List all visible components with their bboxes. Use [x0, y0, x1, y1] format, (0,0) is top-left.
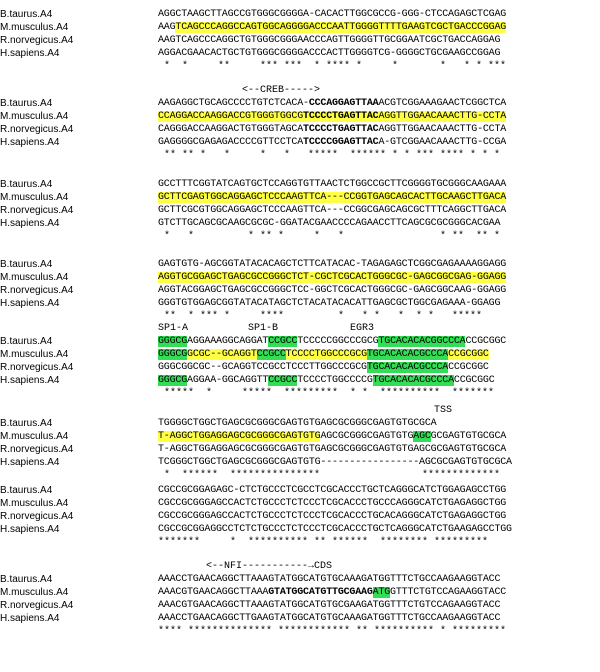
sequence-row [0, 599, 600, 612]
highlight-yellow: AGGTTGGAACAAACTTG-CCTA [378, 111, 507, 122]
highlight-green: TGCACACACGCCCA [366, 362, 449, 373]
species-label: H.sapiens.A4 [0, 137, 60, 148]
sequence-row [0, 21, 600, 34]
alignment-block [0, 84, 600, 162]
species-label: B.taurus.A4 [0, 418, 53, 429]
sequence-row [0, 123, 600, 136]
sequence-text [158, 217, 500, 230]
sequence-row [0, 297, 600, 310]
highlight-yellow: CCGCGGC [448, 349, 489, 360]
sequence-row [0, 484, 600, 497]
sequence-text [158, 612, 500, 625]
species-label: B.taurus.A4 [0, 98, 53, 109]
sequence-segment: AGCGCGGGCGAGTGTG [320, 431, 414, 442]
species-label: M.musculus.A4 [0, 587, 69, 598]
sequence-row [0, 191, 600, 204]
sequence-row [0, 136, 600, 149]
conservation-stars: ******* * ********** ** ****** ******** ********* [158, 537, 489, 548]
highlight-yellow: T-AGGCTGGAGGAGCGCGGGCGAGTGTG [158, 431, 321, 442]
feature-annotation: SP1-A SP1-B EGR3 [158, 323, 375, 334]
sequence-row [0, 361, 600, 374]
species-label: H.sapiens.A4 [0, 375, 60, 386]
sequence-row [0, 258, 600, 271]
sequence-segment: CGCCGCGGAGAGC-CTCTGCCCTCGCCTCGCACCCTGCTCAGGGCATCTGGAGAGCCTGG [158, 485, 507, 496]
sequence-segment: AAG [158, 22, 176, 33]
sequence-row [0, 47, 600, 60]
highlight-green: TGCACACACGGCCCA [378, 336, 466, 347]
alignment-block [0, 322, 600, 400]
species-label: B.taurus.A4 [0, 574, 53, 585]
species-label: H.sapiens.A4 [0, 48, 60, 59]
highlight-green: ATG [372, 587, 391, 598]
sequence-segment: AGGTTGGAACAAACTTG-CCTA [378, 124, 507, 135]
sequence-row [0, 8, 600, 21]
sequence-segment: CGCCGCGGAGGCCTCTCTGCCCTCTCCCTCGCACCCTGCTCAGGGCATCTGAAGAGCCTGG [158, 524, 512, 535]
sequence-text [158, 178, 506, 191]
sequence-text [158, 47, 500, 60]
sequence-row [0, 417, 600, 430]
highlight-green: GGGCG [158, 349, 188, 360]
highlight-yellow: AGGTGCGGAGCTGAGCGCCGGGCTCT-CGCTCGCACTGGGCGC-GAGCGGCGAG-GGAGG [158, 272, 507, 283]
sequence-row [0, 443, 600, 456]
sequence-text [158, 297, 500, 310]
sequence-text [158, 523, 512, 536]
sequence-segment: AGGAA-GGCAGGTT [187, 375, 269, 386]
sequence-segment: AAGAGGCTGCAGCCCCTGTCTCACA- [158, 98, 309, 109]
sequence-text [158, 361, 489, 374]
species-label: M.musculus.A4 [0, 22, 69, 33]
sequence-row [0, 204, 600, 217]
sequence-segment: AGGACGAACACTGCTGTGGGCGGGGACCCACTTGGGGTCG-GGGGCTGCGAAGCCGGAG [158, 48, 501, 59]
species-label: H.sapiens.A4 [0, 613, 60, 624]
sequence-segment: GAGTGTG-AGCGGTATACACAGCTCTTCATACAC-TAGAGAGCTCGGCGAGAAAAGGAGG [158, 259, 507, 270]
motif-bold: CCCAGGAGTTAA [308, 98, 379, 109]
sequence-row [0, 586, 600, 599]
sequence-segment: AAACCTGAACAGGCTTAAAGTATGGCATGTGCAAAGATGGTTTCTGCCAAGAAGGTACC [158, 574, 501, 585]
sequence-text [158, 443, 506, 456]
species-label: R.norvegicus.A4 [0, 205, 74, 216]
sequence-text [158, 417, 436, 430]
sequence-segment: AAACCTGAACAGGCTTGAAGTATGGCATGTGCAAAGATGGTTTCTGCCAAGAAGGTACC [158, 613, 501, 624]
species-label: B.taurus.A4 [0, 179, 53, 190]
sequence-segment: GTTTCTGTCCAGAAGGTACC [390, 587, 507, 598]
sequence-segment: TCGGGCTGGCTGAGCGCGGGCGAGTGTG-----------------AGCGCGAGTGTGCGCA [158, 457, 512, 468]
sequence-row [0, 178, 600, 191]
species-label: R.norvegicus.A4 [0, 444, 74, 455]
sequence-text [158, 123, 506, 136]
highlight-yellow: CCAGGACCAAGGACCGTGGGTGGCG [158, 111, 304, 122]
sequence-segment: GGGTGTGGAGCGGTATACATAGCTCTACATACACATTGAGCGCTGGCGAGAAA-GGAGG [158, 298, 501, 309]
sequence-row [0, 497, 600, 510]
sequence-row [0, 456, 600, 469]
sequence-segment: GCGAGTGTGCGCA [430, 431, 507, 442]
sequence-text [158, 110, 506, 123]
sequence-segment: GGGCGGCGC--GCAGGTCCGCCTCCCTTGGCCCGCG [158, 362, 367, 373]
sequence-segment: GCTTCGCGTGGCAGGAGCTCCCAAGTTCA---CCGGCGAGCAGCGCTTTCAGGCTTGACA [158, 205, 507, 216]
conservation-stars: ** ** * * * * ***** ****** * * *** **** * * * [158, 150, 501, 161]
sequence-text [158, 374, 495, 387]
species-label: M.musculus.A4 [0, 111, 69, 122]
conservation-stars: ** * *** * **** * * * * * * ***** [158, 311, 483, 322]
sequence-text [158, 484, 506, 497]
alignment-block [0, 404, 600, 482]
highlight-yellow: GCTTCGAGTGGCAGGAGCTCCCAAGTTCA---CCGGTGAGCAGCACTTGCAAGCTTGACA [158, 192, 507, 203]
species-label: R.norvegicus.A4 [0, 600, 74, 611]
sequence-text [158, 599, 500, 612]
sequence-row [0, 271, 600, 284]
species-label: B.taurus.A4 [0, 9, 53, 20]
sequence-row [0, 523, 600, 536]
sequence-text [158, 21, 506, 34]
sequence-segment: AGGCTAAGCTTAGCCGTGGGCGGGGA-CACACTTGGCGCCG-GGG-CTCCAGAGCTCGAG [158, 9, 507, 20]
sequence-segment: AGGAAAGGCAGGAT [187, 336, 269, 347]
sequence-row [0, 612, 600, 625]
species-label: M.musculus.A4 [0, 431, 69, 442]
highlight-green: CCGCC [268, 375, 298, 386]
species-label: M.musculus.A4 [0, 192, 69, 203]
alignment-block [0, 484, 600, 549]
highlight-yellow: GCGC--GCAGGT [187, 349, 257, 360]
sequence-text [158, 34, 500, 47]
sequence-segment: ACGTCGGAAAGAACTCGGCTCA [378, 98, 507, 109]
highlight-green: GGGCG [158, 375, 188, 386]
conservation-stars: * ****** *************** ************* [158, 470, 501, 481]
sequence-text [158, 284, 506, 297]
highlight-green: TGCACACACGCCCA [372, 375, 454, 386]
sequence-segment: CCGCGGC [448, 362, 489, 373]
highlight-green: AGC [413, 431, 431, 442]
sequence-text [158, 430, 506, 443]
sequence-segment: TCCCCCGGCCCGCG [297, 336, 379, 347]
sequence-text [158, 8, 506, 21]
sequence-text [158, 586, 506, 599]
alignment-block [0, 178, 600, 243]
sequence-segment: CCGCGGC [453, 375, 495, 386]
sequence-text [158, 136, 506, 149]
sequence-segment: CAGGGACCAAGGACTGTGGGTAGCA [158, 124, 304, 135]
alignment-block [0, 258, 600, 323]
sequence-text [158, 456, 512, 469]
sequence-text [158, 510, 506, 523]
sequence-segment: TGGGGCTGGCTGAGCGCGGGCGAGTGTGAGCGCGGGCGAGTGTGCGCA [158, 418, 437, 429]
sequence-segment: GAGGGGCGAGAGACCCCGTTCCTCA [158, 137, 304, 148]
conservation-stars: * * ** *** *** * **** * * * * * *** [158, 61, 507, 72]
sequence-segment: GCCTTTCGGTATCAGTGCTCCAGGTGTTAACTCTGGCCGCTTCGGGGTGCGGGCAAGAAA [158, 179, 507, 190]
highlight-green: CCGCC [256, 349, 286, 360]
sequence-text [158, 573, 500, 586]
highlight-green: GGGCG [158, 336, 188, 347]
species-label: R.norvegicus.A4 [0, 511, 74, 522]
feature-annotation: <--CREB-----> [158, 85, 321, 96]
species-label: M.musculus.A4 [0, 349, 69, 360]
species-label: R.norvegicus.A4 [0, 35, 74, 46]
species-label: M.musculus.A4 [0, 272, 69, 283]
motif-bold: GTATGGCATGTTGCGAAG [268, 587, 373, 598]
sequence-row [0, 573, 600, 586]
sequence-text [158, 191, 506, 204]
sequence-row [0, 284, 600, 297]
species-label: H.sapiens.A4 [0, 457, 60, 468]
sequence-text [158, 335, 506, 348]
sequence-segment: CCGCGGC [465, 336, 507, 347]
sequence-text [158, 497, 506, 510]
species-label: H.sapiens.A4 [0, 524, 60, 535]
alignment-block [0, 8, 600, 73]
highlight-green: TGCACACACGCCCA [366, 349, 449, 360]
sequence-row [0, 374, 600, 387]
species-label: B.taurus.A4 [0, 485, 53, 496]
highlight-yellow: TCCCCTGAGTTAC [303, 111, 379, 122]
sequence-text [158, 258, 506, 271]
sequence-segment: AAACGTGAACAGGCTTAAA [158, 587, 269, 598]
sequence-row [0, 335, 600, 348]
alignment-block [0, 560, 600, 638]
species-label: H.sapiens.A4 [0, 298, 60, 309]
sequence-text [158, 97, 506, 110]
conservation-stars: * * * ** * * * * ** ** * [158, 231, 501, 242]
sequence-segment: CGCCGCGGGAGCCACTCTGCCCTCTCCCTCGCACCCTGCCCAGGGCATCTGAGAGGCTGG [158, 498, 507, 509]
sequence-segment: CGCCGCGGGAGCCACTCTGCCCTCTCCCTCGCACCCTGCACAGGGCATCTGAGAGGCTGG [158, 511, 507, 522]
species-label: M.musculus.A4 [0, 498, 69, 509]
sequence-row [0, 430, 600, 443]
species-label: B.taurus.A4 [0, 259, 53, 270]
species-label: B.taurus.A4 [0, 336, 53, 347]
sequence-segment: AAGTCAGCCCAGGCTGTGGGCGGGAACCCAGTTGGGGTTGCGGAATCGCTGACCAGGAG [158, 35, 501, 46]
sequence-text [158, 204, 506, 217]
sequence-segment: AGGTACGGAGCTGAGCGCCGGGCTCC-GGCTCGCACTGGGCGC-GAGCGGCAAG-GGAGG [158, 285, 507, 296]
sequence-row [0, 110, 600, 123]
sequence-text [158, 271, 506, 284]
sequence-text [158, 348, 489, 361]
highlight-green: CCGCC [268, 336, 298, 347]
sequence-row [0, 97, 600, 110]
sequence-row [0, 34, 600, 47]
sequence-segment: TCCCCTGGCCCCG [297, 375, 373, 386]
sequence-segment: GTCTTGCAGCGCAAGCGCGC-GGATACGAACCCCAGAACCTTCAGCGCGCGGGCACGAA [158, 218, 501, 229]
sequence-segment: A-GTCGGAACAAACTTG-CCGA [378, 137, 507, 148]
sequence-row [0, 348, 600, 361]
sequence-segment: AAACGTGAACAGGCTTAAAGTATGGCATGTGCGAAGATGGTTTCTGTCCAGAAGGTACC [158, 600, 501, 611]
highlight-yellow: TCAGCCCAGGCCAGTGGCAGGGGACCCAATTGGGGTTTTGAAGTCGCTGACCCGGAG [175, 22, 507, 33]
conservation-stars: **** ************** ************ ** ********** * ********* [158, 626, 507, 637]
sequence-row [0, 217, 600, 230]
species-label: R.norvegicus.A4 [0, 362, 74, 373]
species-label: H.sapiens.A4 [0, 218, 60, 229]
motif-bold: TCCCCGGAGTTAC [303, 137, 379, 148]
motif-bold: TCCCCTGAGTTAC [303, 124, 379, 135]
species-label: R.norvegicus.A4 [0, 124, 74, 135]
sequence-row [0, 510, 600, 523]
feature-annotation: TSS [158, 405, 453, 416]
sequence-segment: T-AGGCTGGAGGAGCGCGGGCGAGTGTGAGCGCGGGCGAGTGTGAGCGCGAGTGTGCGCA [158, 444, 507, 455]
conservation-stars: ***** * ***** ********* * * ********** ******* [158, 388, 495, 399]
species-label: R.norvegicus.A4 [0, 285, 74, 296]
feature-annotation: <--NFI-----------→CDS [158, 561, 333, 572]
highlight-yellow: TCCCCTGGCCCGCG [285, 349, 367, 360]
